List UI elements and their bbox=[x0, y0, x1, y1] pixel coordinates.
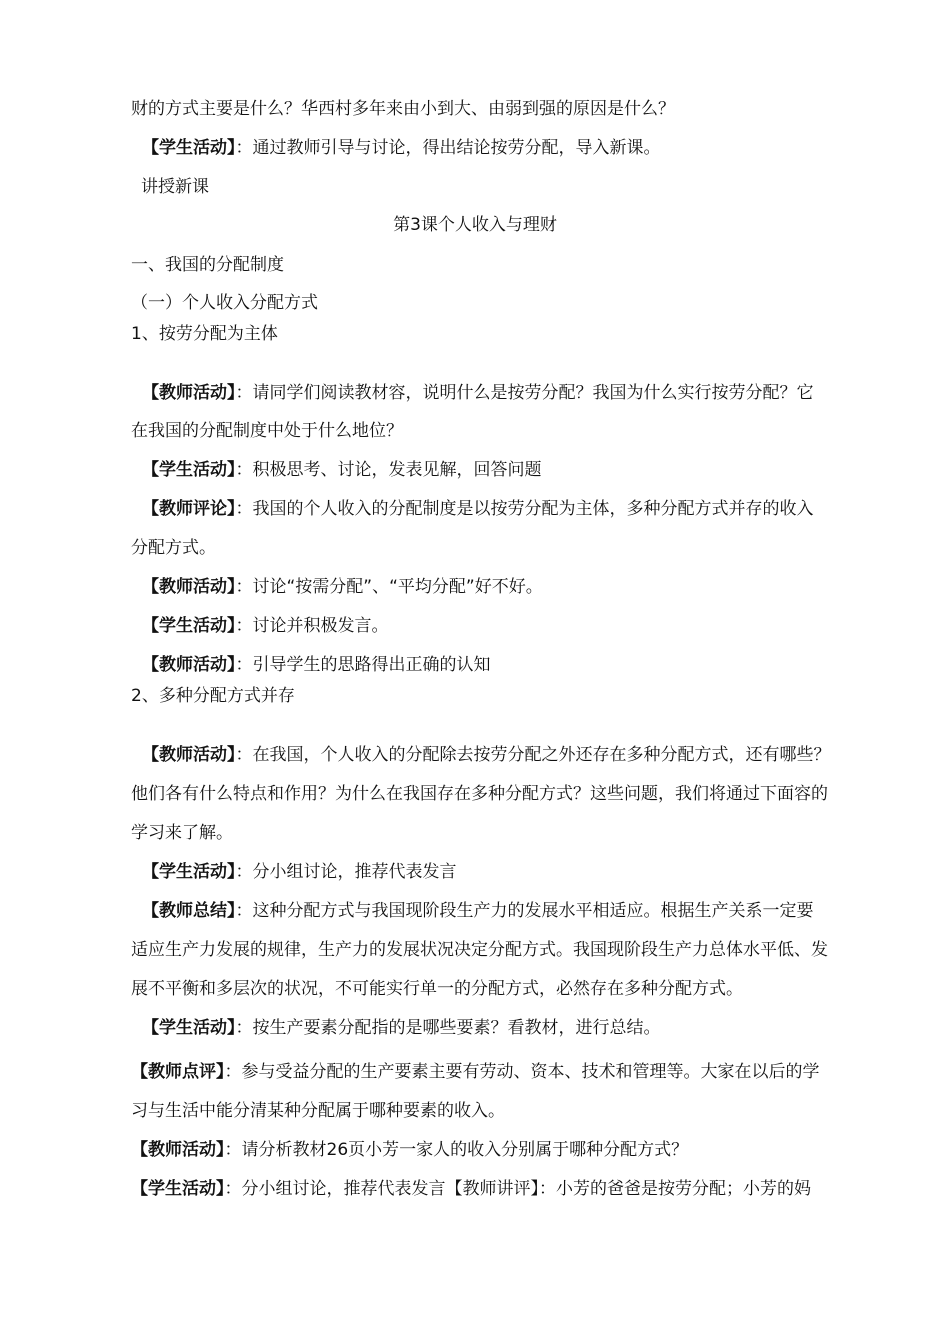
paragraph-line bbox=[131, 1060, 876, 1084]
paragraph-line bbox=[131, 97, 876, 121]
activity-label: 【教师活动】 bbox=[142, 745, 236, 765]
line-text: ：请同学们阅读教材容，说明什么是按劳分配？我国为什么实行按劳分配？它 bbox=[235, 383, 814, 403]
paragraph-line bbox=[131, 419, 876, 443]
line-text: 在我国的分配制度中处于什么地位？ bbox=[131, 421, 403, 441]
line-text: ：讨论“按需分配”、“平均分配”好不好。 bbox=[235, 577, 543, 597]
line-text: 1、按劳分配为主体 bbox=[131, 324, 278, 344]
line-text: ：参与受益分配的生产要素主要有劳动、资本、技术和管理等。大家在以后的学 bbox=[224, 1062, 820, 1082]
paragraph-line bbox=[142, 575, 887, 599]
paragraph-line bbox=[142, 497, 887, 521]
paragraph-line bbox=[131, 938, 876, 962]
paragraph-line bbox=[142, 458, 887, 482]
paragraph-line bbox=[142, 381, 887, 405]
paragraph-line bbox=[142, 860, 887, 884]
paragraph-line bbox=[142, 743, 887, 767]
paragraph-line bbox=[142, 136, 887, 160]
line-text: 第3课个人收入与理财 bbox=[393, 215, 557, 235]
line-text: 讲授新课 bbox=[141, 177, 209, 197]
activity-label: 【学生活动】 bbox=[142, 138, 236, 158]
paragraph-line bbox=[142, 653, 887, 677]
line-text: 他们各有什么特点和作用？为什么在我国存在多种分配方式？这些问题，我们将通过下面容的 bbox=[131, 784, 828, 804]
line-text: ：分小组讨论，推荐代表发言【教师讲评】：小芳的爸爸是按劳分配；小芳的妈 bbox=[224, 1179, 811, 1199]
line-text: ：通过教师引导与讨论，得出结论按劳分配，导入新课。 bbox=[235, 138, 661, 158]
paragraph-line bbox=[131, 782, 876, 806]
line-text: 习与生活中能分清某种分配属于哪种要素的收入。 bbox=[131, 1101, 505, 1121]
line-text: ：讨论并积极发言。 bbox=[235, 616, 389, 636]
activity-label: 【学生活动】 bbox=[142, 1018, 236, 1038]
activity-label: 【学生活动】 bbox=[142, 862, 236, 882]
activity-label: 【教师点评】 bbox=[131, 1062, 225, 1082]
line-text: ：引导学生的思路得出正确的认知 bbox=[235, 655, 491, 675]
paragraph-line bbox=[131, 821, 876, 845]
line-text: 分配方式。 bbox=[131, 538, 216, 558]
subsection-heading bbox=[131, 291, 876, 315]
line-text: ：分小组讨论，推荐代表发言 bbox=[235, 862, 457, 882]
activity-label: 【学生活动】 bbox=[142, 460, 236, 480]
paragraph-line bbox=[142, 899, 887, 923]
activity-label: 【教师活动】 bbox=[131, 1140, 225, 1160]
point-heading bbox=[131, 322, 876, 346]
line-text: （一）个人收入分配方式 bbox=[131, 293, 318, 313]
activity-label: 【教师评论】 bbox=[142, 499, 236, 519]
paragraph-line bbox=[131, 1177, 876, 1201]
paragraph-line bbox=[131, 1099, 876, 1123]
line-text: 学习来了解。 bbox=[131, 823, 233, 843]
line-text: 适应生产力发展的规律，生产力的发展状况决定分配方式。我国现阶段生产力总体水平低、发 bbox=[131, 940, 828, 960]
chapter-heading bbox=[131, 253, 876, 277]
paragraph-line bbox=[131, 1138, 876, 1162]
line-text: 展不平衡和多层次的状况，不可能实行单一的分配方式，必然存在多种分配方式。 bbox=[131, 979, 743, 999]
line-text: ：请分析教材26页小芳一家人的收入分别属于哪种分配方式？ bbox=[224, 1140, 689, 1160]
line-text: 一、我国的分配制度 bbox=[131, 255, 284, 275]
line-text: ：在我国，个人收入的分配除去按劳分配之外还存在多种分配方式，还有哪些？ bbox=[235, 745, 831, 765]
line-text: ：积极思考、讨论，发表见解，回答问题 bbox=[235, 460, 542, 480]
activity-label: 【教师活动】 bbox=[142, 655, 236, 675]
paragraph-line bbox=[131, 977, 876, 1001]
paragraph-line bbox=[131, 536, 876, 560]
line-text: ：按生产要素分配指的是哪些要素？看教材，进行总结。 bbox=[235, 1018, 661, 1038]
line-text: 2、多种分配方式并存 bbox=[131, 686, 295, 706]
line-text: ：这种分配方式与我国现阶段生产力的发展水平相适应。根据生产关系一定要 bbox=[235, 901, 814, 921]
paragraph-line bbox=[142, 1016, 887, 1040]
line-text: 财的方式主要是什么？华西村多年来由小到大、由弱到强的原因是什么？ bbox=[131, 99, 675, 119]
line-text: ：我国的个人收入的分配制度是以按劳分配为主体，多种分配方式并存的收入 bbox=[235, 499, 814, 519]
lesson-title bbox=[0, 213, 950, 237]
activity-label: 【教师活动】 bbox=[142, 577, 236, 597]
section-heading bbox=[141, 175, 886, 199]
activity-label: 【教师活动】 bbox=[142, 383, 236, 403]
activity-label: 【教师总结】 bbox=[142, 901, 236, 921]
activity-label: 【学生活动】 bbox=[131, 1179, 225, 1199]
activity-label: 【学生活动】 bbox=[142, 616, 236, 636]
point-heading bbox=[131, 684, 876, 708]
paragraph-line bbox=[142, 614, 887, 638]
